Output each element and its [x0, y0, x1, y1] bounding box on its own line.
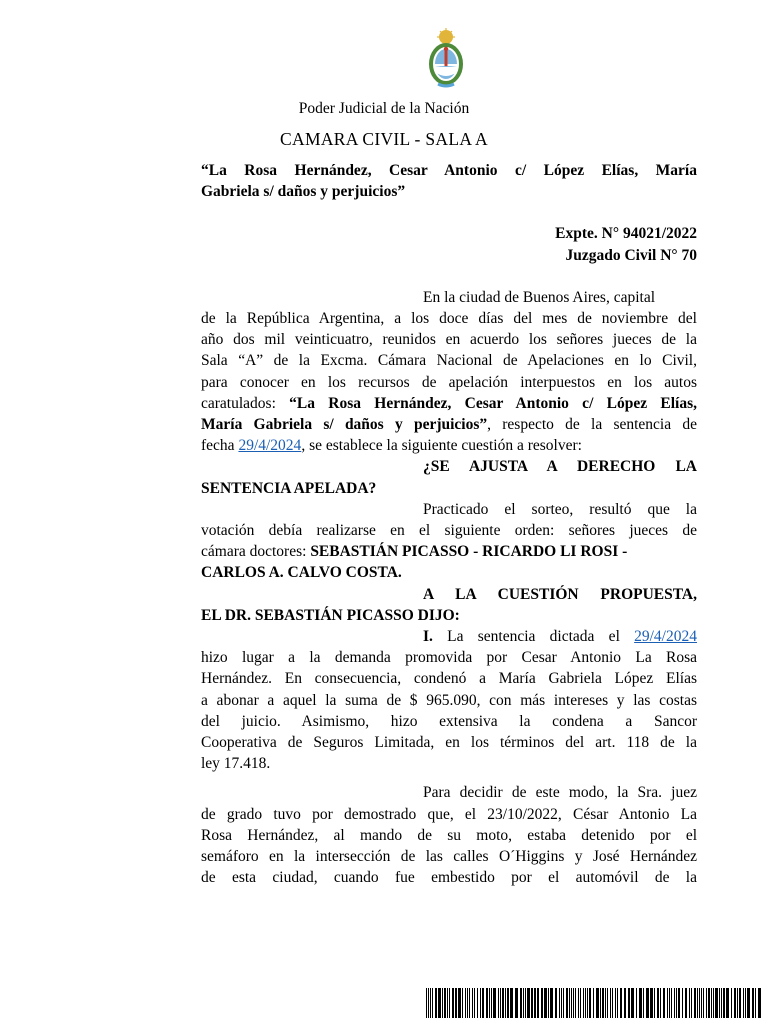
- intro-text: , respecto de la sentencia de: [487, 416, 697, 434]
- document-body: [201, 160, 697, 889]
- barcode-icon: [426, 988, 762, 1018]
- case-file-number: Expte. N° 94021/2022: [555, 225, 697, 243]
- question-line: ¿SE AJUSTA A DERECHO LA: [423, 458, 697, 476]
- sorteo-line: votación debía realizarse en el siguiente orden: señores jueces de: [201, 522, 697, 540]
- para-line: de grado tuvo por demostrado que, el 23/10/2022, César Antonio La: [201, 805, 697, 823]
- section1-line: hizo lugar a la demanda promovida por Cesar Antonio La Rosa: [201, 649, 697, 667]
- coat-of-arms-icon: [424, 28, 468, 88]
- section1-line: ley 17.418.: [201, 755, 271, 773]
- court-number: Juzgado Civil N° 70: [565, 246, 697, 264]
- intro-text: caratulados:: [201, 394, 290, 412]
- case-title-line1: “La Rosa Hernández, Cesar Antonio c/ López Elías, María: [201, 162, 697, 179]
- section1-line: a abonar a aquel la suma de $ 965.090, con más intereses y las costas: [201, 691, 697, 709]
- section1-line: Cooperativa de Seguros Limitada, en los términos del art. 118 de la: [201, 734, 697, 752]
- case-title-line2: Gabriela s/ daños y perjuicios”: [201, 183, 406, 201]
- section1-line: [201, 626, 697, 647]
- para-line: Para decidir de este modo, la Sra. juez: [423, 784, 697, 802]
- question-line: SENTENCIA APELADA?: [201, 479, 377, 497]
- institution-name: Poder Judicial de la Nación: [298, 100, 470, 117]
- judges-names: SEBASTIÁN PICASSO - RICARDO LI ROSI -: [310, 543, 628, 561]
- intro-text: , se establece la siguiente cuestión a resolver:: [301, 437, 582, 455]
- section1-text: La sentencia dictada el: [432, 628, 635, 646]
- intro-line: [201, 393, 697, 414]
- sentence-date-link[interactable]: 29/4/2024: [238, 437, 302, 455]
- case-caption: María Gabriela s/ daños y perjuicios”: [201, 416, 488, 434]
- intro-line: En la ciudad de Buenos Aires, capital: [423, 288, 656, 306]
- para-line: de esta ciudad, cuando fue embestido por el automóvil de la: [201, 869, 697, 887]
- para-line: semáforo en la intersección de las calles O´Higgins y José Hernández: [201, 848, 697, 866]
- intro-text: fecha: [201, 437, 239, 455]
- sorteo-line: [201, 541, 697, 562]
- section-number: I.: [423, 628, 433, 646]
- intro-line: año dos mil veinticuatro, reunidos en acuerdo los señores jueces de la: [201, 331, 697, 349]
- section1-line: del juicio. Asimismo, hizo extensiva la condena a Sancor: [201, 712, 697, 730]
- case-caption: “La Rosa Hernández, Cesar Antonio c/ López Elías,: [289, 394, 698, 412]
- intro-line: [201, 435, 697, 456]
- sorteo-text: cámara doctores:: [201, 543, 311, 561]
- chamber-title: CAMARA CIVIL - SALA A: [280, 129, 488, 149]
- intro-line: para conocer en los recursos de apelación interpuestos en los autos: [201, 373, 697, 391]
- sorteo-line: Practicado el sorteo, resultó que la: [423, 500, 697, 518]
- section-heading: EL DR. SEBASTIÁN PICASSO DIJO:: [201, 606, 460, 624]
- intro-line: [201, 414, 697, 435]
- section1-line: Hernández. En consecuencia, condenó a María Gabriela López Elías: [201, 670, 697, 688]
- intro-line: de la República Argentina, a los doce días del mes de noviembre del: [201, 310, 697, 328]
- sentence-date-link[interactable]: 29/4/2024: [634, 628, 697, 646]
- intro-line: Sala “A” de la Excma. Cámara Nacional de Apelaciones en lo Civil,: [201, 352, 697, 370]
- sorteo-line: CARLOS A. CALVO COSTA.: [201, 564, 402, 582]
- para-line: Rosa Hernández, al mando de su moto, estaba detenido por el: [201, 826, 697, 844]
- section-heading: A LA CUESTIÓN PROPUESTA,: [423, 585, 697, 603]
